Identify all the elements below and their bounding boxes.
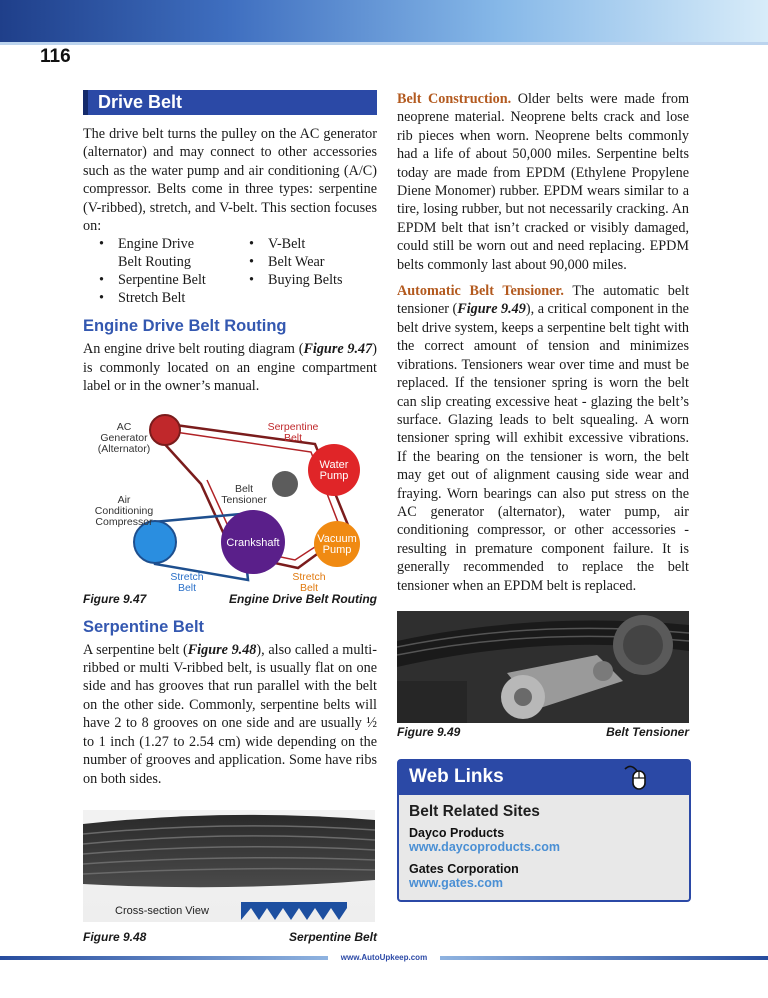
label-water-pump: Water Pump	[319, 458, 349, 482]
belt-tensioner-photo	[397, 611, 689, 723]
bullet-v-belt: • V-Belt	[243, 235, 383, 253]
bullet-buying-belts: • Buying Belts	[243, 271, 383, 289]
figure-9-47-caption	[83, 592, 377, 606]
belt-tensioner-illustration	[397, 611, 689, 723]
label-vacuum-pump: Vacuum Pump	[317, 532, 357, 556]
label-ac-generator: AC Generator (Alternator)	[97, 420, 151, 455]
page-number: 116	[40, 46, 71, 67]
figure-9-49-caption	[397, 725, 689, 739]
serpentine-paragraph: A serpentine belt (Figure 9.48), also called a multi-ribbed or multi V-ribbed belt, is usually flat on one side and has grooves that run parallel with the belt on the other side. Commonly, serpentine belts will have 2 to 8 grooves on one side and are usually ½ to 1 inch (1.27 to 2.54 cm) wide depending on the number of grooves and application. Some have ribs on both sides.	[83, 641, 377, 787]
label-belt-tensioner: Belt Tensioner	[221, 482, 267, 506]
label-stretch-belt-orange: Stretch Belt	[292, 570, 326, 594]
footer-rule-right	[440, 956, 768, 960]
footer-url[interactable]: www.AutoUpkeep.com	[340, 953, 428, 962]
label-serpentine-belt: Serpentine Belt	[267, 420, 319, 444]
weblink-name-gates: Gates Corporation	[409, 861, 519, 876]
heading-engine-drive-belt-routing: Engine Drive Belt Routing	[83, 317, 287, 336]
belt-tensioner-paragraph: Automatic Belt Tensioner. The automatic belt tensioner (Figure 9.49), a critical component in the belt drive system, keeps a serpentine belt tight with the correct amount of tension and minimizes vibrations. Tensioners wear over time and must be replaced. If the tensioner spring is worn the belt can slip creating excessive heat - glazing the belt’s surface. Glazing leads to belt squealing. A worn tensioner spring will exhibit excessive vibrations. If the bearing on the tensioner is worn, the belt may get out of alignment causing side wear and fraying. Worn bearings can also put stress on the AC generator (alternator), water pump, air conditioning compressor, or other accessories - resulting in premature component failure. It is generally recommended to replace the belt tensioner when an EPDM belt is replaced.	[397, 283, 690, 594]
weblink-url-dayco[interactable]: www.daycoproducts.com	[409, 839, 560, 854]
intro-paragraph: The drive belt turns the pulley on the AC generator (alternator) and may connect to other accessories such as the water pump and air conditioning (A/C) compressor. Belts come in three types: serpentine (V-ribbed), stretch, and V-belt. This section focuses on:	[83, 126, 377, 235]
serpentine-belt-photo	[83, 810, 375, 922]
bullet-stretch-belt: • Stretch Belt	[93, 289, 243, 307]
footer-rule-left	[0, 956, 328, 960]
belt-construction-paragraph: Belt Construction. Older belts were made from neoprene material. Neoprene belts crack and lose rib pieces when worn. Neoprene belts commonly had a life of about 50,000 miles. Serpentine belts today are made from EPDM (Ethylene Propylene Diene Monomer) rubber. EPDM wears similar to a tire, losing rubber, but not necessarily cracking. An EPDM belt that isn’t cracked or visibly damaged, could still be worn out and need replacing. EPDM belts commonly last about 90,000 miles.	[397, 91, 690, 273]
topic-bullet-list	[93, 235, 377, 307]
run-in-belt-construction: Belt Construction.	[397, 91, 512, 107]
run-in-automatic-belt-tensioner: Automatic Belt Tensioner.	[397, 283, 564, 300]
header-gradient-band	[0, 0, 768, 42]
page-footer	[0, 953, 768, 965]
section-title-drive-belt: Drive Belt	[83, 90, 377, 115]
figure-ref-9-49[interactable]: Figure 9.49	[457, 301, 526, 318]
figure-9-49-number: Figure 9.49	[397, 724, 461, 739]
label-air-conditioning-compressor: Air Conditioning Compressor	[94, 493, 154, 528]
figure-9-49-title: Belt Tensioner	[606, 724, 689, 739]
mouse-icon	[621, 763, 651, 793]
figure-9-47-title: Engine Drive Belt Routing	[228, 591, 377, 606]
bullet-belt-routing: Belt Routing	[118, 254, 191, 271]
heading-serpentine-belt: Serpentine Belt	[83, 617, 205, 636]
figure-9-47-number: Figure 9.47	[83, 591, 147, 606]
web-links-header	[399, 761, 689, 795]
belt-ribs-svg	[83, 810, 375, 888]
label-crankshaft: Crankshaft	[226, 536, 280, 549]
figure-9-48-title: Serpentine Belt	[288, 929, 377, 944]
figure-9-48-caption	[83, 930, 377, 944]
cross-section-row	[83, 900, 349, 922]
figure-ref-9-47[interactable]: Figure 9.47	[303, 341, 373, 358]
belt-routing-diagram	[83, 402, 377, 594]
left-column	[83, 90, 377, 944]
web-links-subtitle: Belt Related Sites	[409, 802, 540, 820]
cross-section-icon	[239, 900, 349, 922]
bullet-engine-drive: • Engine Drive	[93, 235, 243, 253]
header-rule	[0, 42, 768, 45]
weblink-url-gates[interactable]: www.gates.com	[409, 875, 504, 890]
label-stretch-belt-blue: Stretch Belt	[170, 570, 204, 594]
right-column	[397, 90, 689, 902]
web-links-box	[397, 759, 691, 902]
figure-9-48-number: Figure 9.48	[83, 929, 147, 944]
bullet-belt-wear: • Belt Wear	[243, 253, 383, 271]
weblink-name-dayco: Dayco Products	[409, 825, 505, 840]
figure-ref-9-48[interactable]: Figure 9.48	[187, 641, 257, 658]
web-links-title: Web Links	[409, 765, 504, 787]
routing-paragraph: An engine drive belt routing diagram (Figure 9.47) is commonly located on an engine compartment label or in the owner’s manual.	[83, 341, 377, 395]
bullet-serpentine-belt: • Serpentine Belt	[93, 271, 243, 289]
cross-section-label: Cross-section View	[115, 904, 209, 917]
